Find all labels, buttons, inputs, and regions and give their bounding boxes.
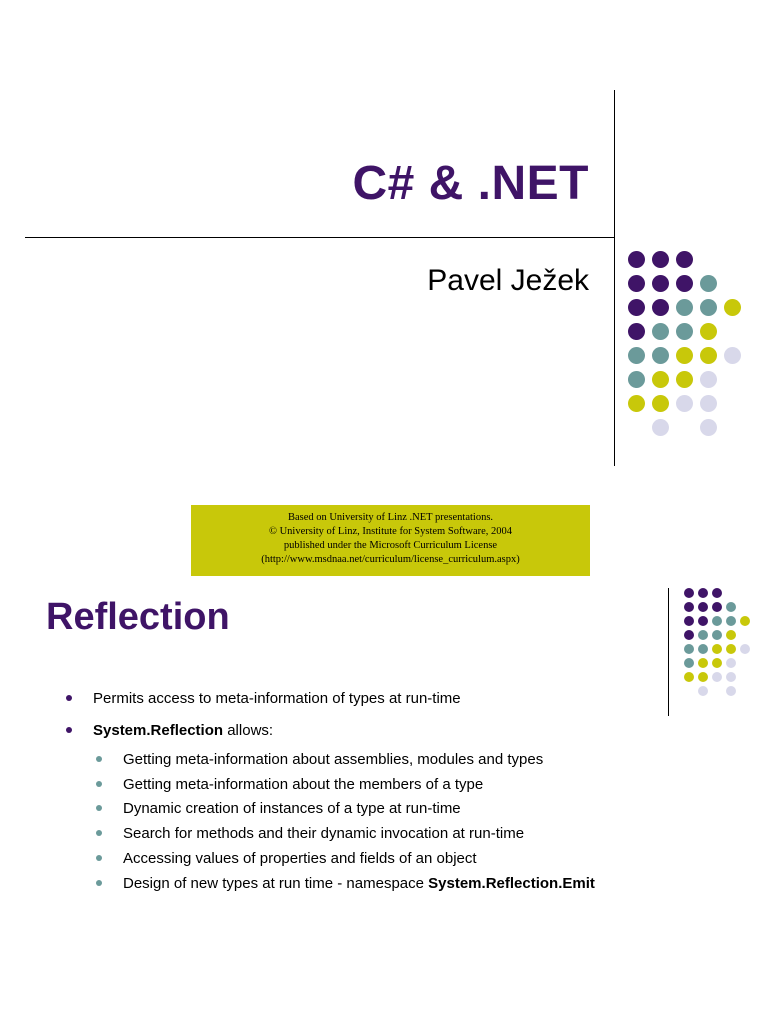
- credits-line: published under the Microsoft Curriculum License: [283, 540, 498, 551]
- decorative-dot: [724, 299, 741, 316]
- credits-line: (http://www.msdnaa.net/curriculum/license_curriculum.aspx): [261, 554, 520, 565]
- decorative-dot: [676, 323, 693, 340]
- credits-line: © University of Linz, Institute for System Software, 2004: [268, 526, 513, 537]
- bullet-icon: [96, 756, 102, 762]
- decorative-dot: [652, 251, 669, 268]
- decorative-dot: [700, 347, 717, 364]
- decorative-dot: [684, 602, 694, 612]
- decorative-dot: [700, 419, 717, 436]
- decorative-dot: [698, 602, 708, 612]
- decorative-dot: [628, 323, 645, 340]
- decorative-dot: [726, 630, 736, 640]
- bullet-item: System.Reflection allows:: [93, 722, 273, 739]
- decorative-dot: [698, 686, 708, 696]
- decorative-dot: [712, 602, 722, 612]
- decorative-dot: [652, 323, 669, 340]
- decorative-dot: [724, 347, 741, 364]
- decorative-dot: [726, 658, 736, 668]
- decorative-dot: [726, 644, 736, 654]
- decorative-dot: [628, 251, 645, 268]
- decorative-dot: [628, 371, 645, 388]
- decorative-dot: [676, 395, 693, 412]
- bullet-icon: [96, 830, 102, 836]
- bullet-icon: [66, 727, 72, 733]
- decorative-dot: [652, 299, 669, 316]
- bullet-icon: [96, 880, 102, 886]
- decorative-dot: [698, 644, 708, 654]
- sub-bullet-item: Search for methods and their dynamic invocation at run-time: [123, 825, 524, 842]
- decorative-dot: [684, 588, 694, 598]
- decorative-dot: [698, 658, 708, 668]
- decorative-dot: [740, 644, 750, 654]
- decorative-dot: [652, 275, 669, 292]
- decorative-dot: [700, 395, 717, 412]
- decorative-dot: [726, 686, 736, 696]
- decorative-dot: [628, 395, 645, 412]
- decorative-dot: [700, 323, 717, 340]
- title-divider-horizontal: [25, 237, 615, 238]
- title-divider-vertical: [668, 588, 669, 716]
- slide-title: C# & .NET: [352, 157, 589, 210]
- decorative-dot: [652, 371, 669, 388]
- bullet-item: Permits access to meta-information of types at run-time: [93, 690, 461, 707]
- sub-bullet-item: Getting meta-information about the members of a type: [123, 776, 483, 793]
- author-name: Pavel Ježek: [427, 264, 589, 297]
- decorative-dot: [684, 672, 694, 682]
- slide-title: Reflection: [46, 596, 230, 638]
- credits-box: [191, 505, 590, 576]
- bullet-icon: [66, 695, 72, 701]
- sub-bullet-item: Getting meta-information about assemblies, modules and types: [123, 751, 543, 768]
- decorative-dot: [726, 672, 736, 682]
- decorative-dot: [628, 299, 645, 316]
- decorative-dot: [684, 644, 694, 654]
- decorative-dot: [698, 672, 708, 682]
- decorative-dot: [712, 588, 722, 598]
- title-divider-vertical: [614, 90, 615, 466]
- decorative-dot: [676, 371, 693, 388]
- sub-bullet-item: Design of new types at run time - namespace System.Reflection.Emit: [123, 875, 595, 892]
- decorative-dot: [698, 588, 708, 598]
- decorative-dot: [712, 658, 722, 668]
- decorative-dot: [628, 347, 645, 364]
- decorative-dot: [726, 602, 736, 612]
- decorative-dot: [652, 419, 669, 436]
- decorative-dot: [684, 630, 694, 640]
- decorative-dot: [676, 275, 693, 292]
- decorative-dot: [676, 347, 693, 364]
- decorative-dot: [726, 616, 736, 626]
- decorative-dot: [712, 644, 722, 654]
- decorative-dot: [712, 616, 722, 626]
- reflection-slide: [0, 580, 768, 1024]
- sub-bullet-item: Accessing values of properties and fields of an object: [123, 850, 477, 867]
- decorative-dot: [700, 299, 717, 316]
- decorative-dot: [712, 672, 722, 682]
- decorative-dot: [628, 275, 645, 292]
- decorative-dot: [698, 630, 708, 640]
- decorative-dot: [676, 251, 693, 268]
- decorative-dot: [700, 371, 717, 388]
- decorative-dot: [698, 616, 708, 626]
- decorative-dot: [684, 616, 694, 626]
- credits-line: Based on University of Linz .NET presentations.: [287, 512, 494, 523]
- decorative-dot: [712, 630, 722, 640]
- decorative-dot: [740, 616, 750, 626]
- bullet-icon: [96, 855, 102, 861]
- decorative-dot: [652, 347, 669, 364]
- bullet-icon: [96, 781, 102, 787]
- sub-bullet-item: Dynamic creation of instances of a type at run-time: [123, 800, 461, 817]
- decorative-dot: [652, 395, 669, 412]
- bullet-icon: [96, 805, 102, 811]
- decorative-dot: [684, 658, 694, 668]
- decorative-dot: [700, 275, 717, 292]
- decorative-dot: [676, 299, 693, 316]
